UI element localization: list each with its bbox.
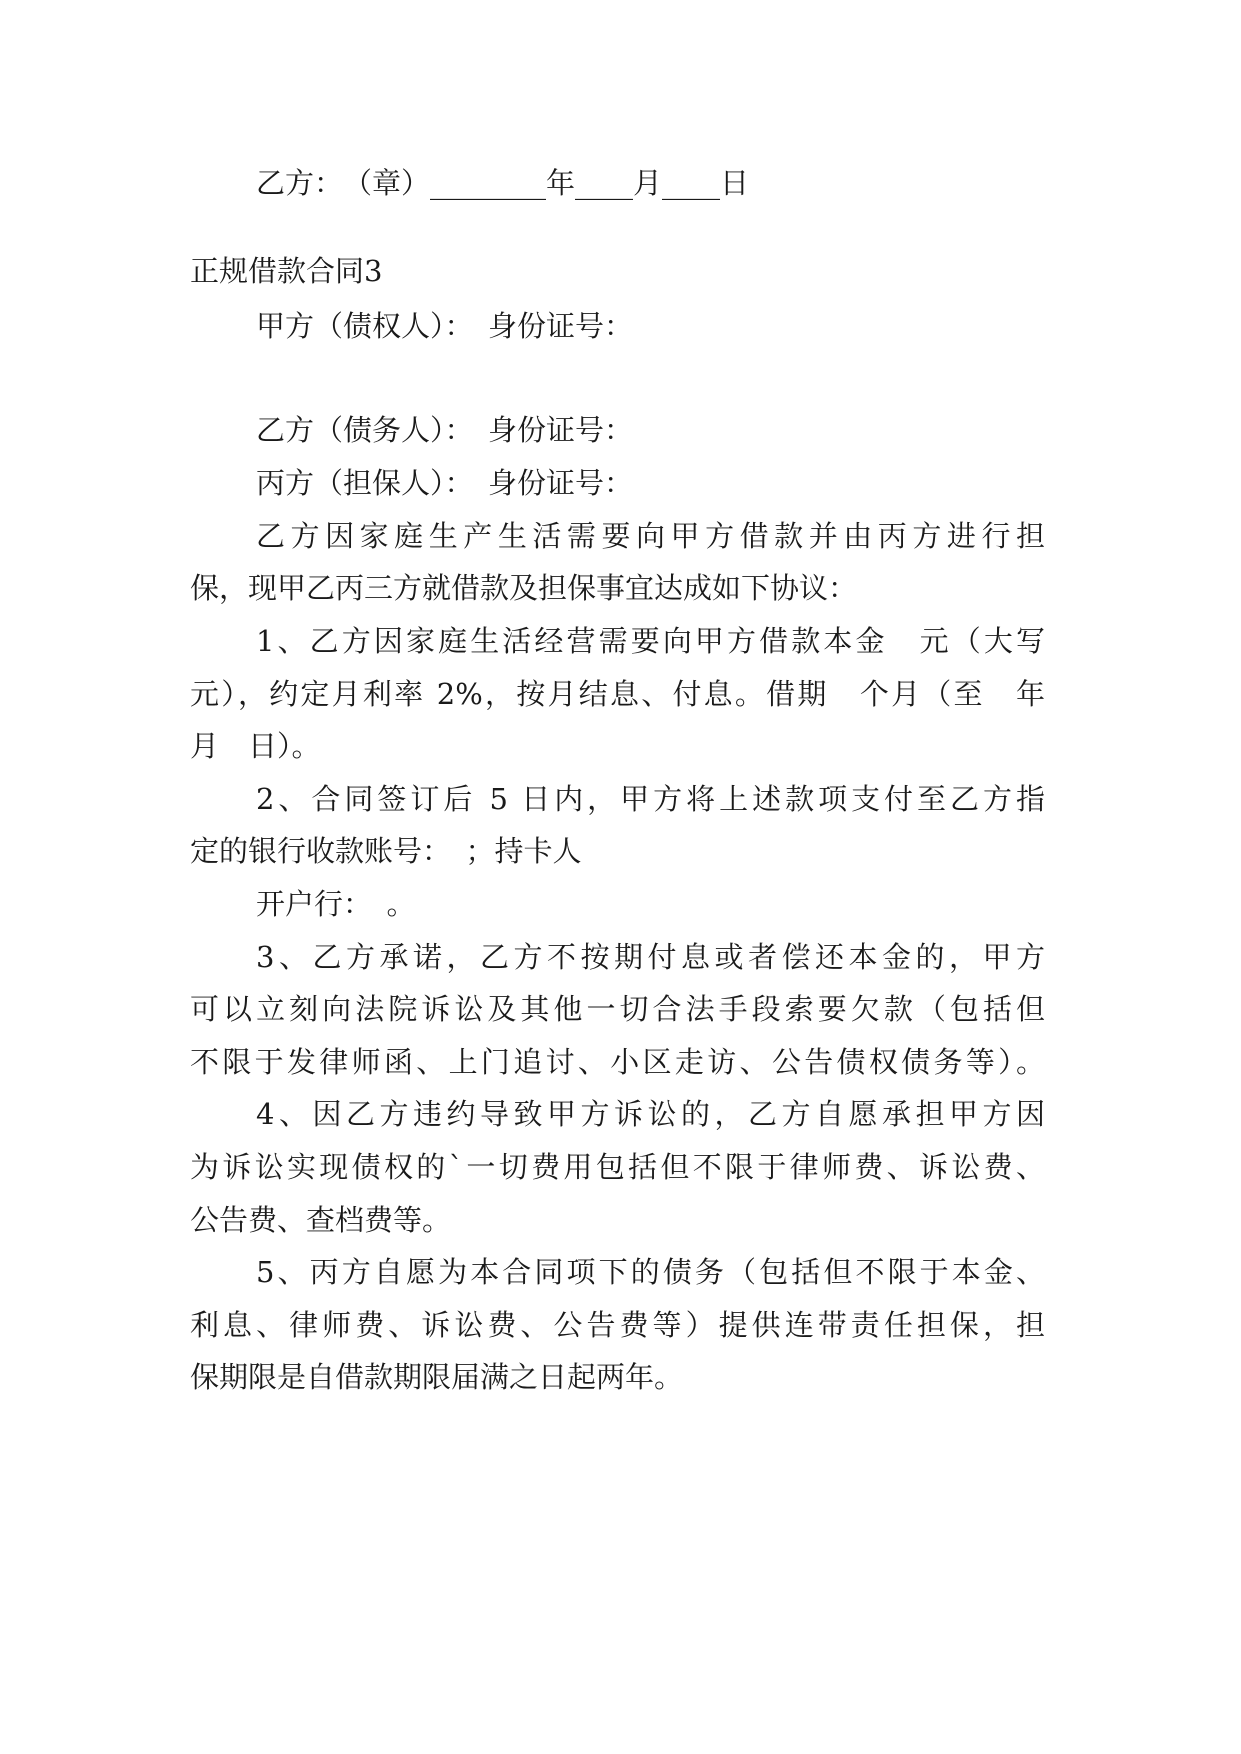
clause-1-line-2: 元），约定月利率 2%，按月结息、付息。借期 个月（至 年 [190,677,1045,711]
clause-4-line-2: 为诉讼实现债权的`一切费用包括但不限于律师费、诉讼费、 [190,1150,1045,1184]
clause-5-line-2: 利息、律师费、诉讼费、公告费等）提供连带责任担保，担 [190,1308,1045,1342]
clause-1-line-1: 1、乙方因家庭生活经营需要向甲方借款本金 元（大写 [256,624,1045,658]
clause-3-line-2: 可以立刻向法院诉讼及其他一切合法手段索要欠款（包括但 [190,992,1045,1026]
party-b-line: 乙方（债务人）： 身份证号： [256,413,634,447]
document-heading: 正规借款合同3 [190,254,383,288]
clause-2-line-1: 2、合同签订后 5 日内，甲方将上述款项支付至乙方指 [256,782,1045,816]
clause-4-line-3: 公告费、查档费等。 [190,1203,452,1237]
clause-5-line-1: 5、丙方自愿为本合同项下的债务（包括但不限于本金、 [256,1255,1045,1289]
clause-4-line-1: 4、因乙方违约导致甲方诉讼的，乙方自愿承担甲方因 [256,1097,1045,1131]
party-c-line: 丙方（担保人）： 身份证号： [256,466,634,500]
clause-3-line-1: 3、乙方承诺，乙方不按期付息或者偿还本金的，甲方 [256,940,1045,974]
clause-5-line-3: 保期限是自借款期限届满之日起两年。 [190,1360,684,1394]
intro-line-2: 保，现甲乙丙三方就借款及担保事宜达成如下协议： [190,571,858,605]
signature-line: 乙方： （章）________年____月____日 [256,166,750,200]
bank-line: 开户行： 。 [256,887,416,921]
clause-1-line-3: 月 日）。 [190,729,321,763]
clause-3-line-3: 不限于发律师函、上门追讨、小区走访、公告债权债务等）。 [190,1045,1045,1079]
party-a-line: 甲方（债权人）： 身份证号： [256,309,634,343]
intro-line-1: 乙方因家庭生产生活需要向甲方借款并由丙方进行担 [256,519,1045,553]
clause-2-line-2: 定的银行收款账号： ；持卡人 [190,834,582,868]
